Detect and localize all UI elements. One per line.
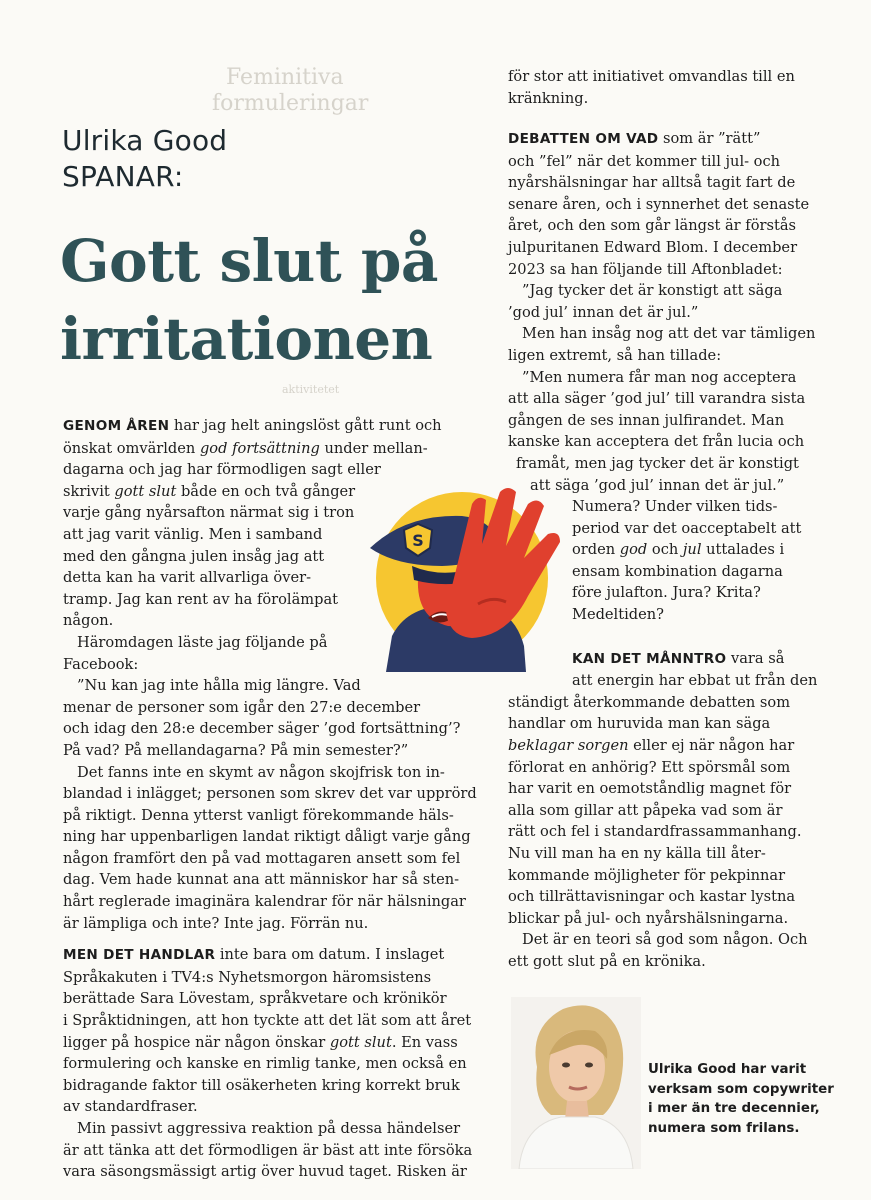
quote bbox=[63, 675, 495, 761]
text-line: Det fanns inte en skymt av någon skojfrisk ton in- bbox=[77, 763, 445, 781]
text-line bbox=[63, 438, 495, 460]
text-line: god fortsättning bbox=[199, 439, 320, 457]
text-line: under mellan- bbox=[319, 439, 428, 457]
text-line: formulering och kanske en rimlig tanke, men också en bbox=[63, 1055, 467, 1073]
text-line: Medeltiden? bbox=[572, 606, 664, 624]
headline bbox=[60, 222, 438, 378]
author-byline bbox=[62, 123, 227, 195]
text-line: 2023 sa han följande till Aftonbladet: bbox=[508, 260, 783, 278]
text-line: Min passivt aggressiva reaktion på dessa händelser bbox=[77, 1120, 461, 1137]
text-line: tramp. Jag kan rent av ha förolämpat bbox=[63, 590, 339, 608]
bleed-text: formuleringar bbox=[212, 91, 369, 116]
paragraph bbox=[508, 66, 838, 109]
text-line: Facebook: bbox=[63, 655, 139, 673]
badge-letter: S bbox=[412, 531, 424, 550]
text-line: och ”fel” när det kommer till jul- och bbox=[508, 152, 781, 170]
lead-in: KAN DET MÅNNTRO bbox=[572, 650, 727, 667]
text-line: bidragande faktor till osäkerheten kring korrekt bruk bbox=[63, 1076, 460, 1094]
paragraph bbox=[508, 648, 838, 930]
quote bbox=[508, 367, 838, 497]
text-line: ständigt återkommande debatten som bbox=[508, 693, 791, 711]
lead-in: GENOM ÅREN bbox=[63, 418, 170, 434]
text-line: senare åren, och i synnerhet det senaste bbox=[508, 195, 810, 213]
text-line: kränkning. bbox=[508, 89, 589, 107]
text-line: handlar om huruvida man kan säga bbox=[508, 715, 771, 733]
text-line: blandad i inlägget; personen som skrev det var upprörd bbox=[63, 785, 477, 803]
text-line: någon. bbox=[63, 612, 114, 630]
text-line bbox=[572, 539, 838, 561]
text-line: ligger på hospice när någon önskar bbox=[63, 1033, 326, 1051]
text-line: blickar på jul- och nyårshälsningarna. bbox=[508, 909, 789, 927]
lead-in: MEN DET HANDLAR bbox=[63, 947, 216, 964]
paragraph bbox=[508, 128, 838, 280]
paragraph bbox=[63, 944, 495, 1118]
text-line: ”Men numera får man nog acceptera bbox=[522, 368, 797, 386]
text-line: att alla säger ’god jul’ till varandra sista bbox=[508, 390, 806, 408]
right-column bbox=[508, 128, 838, 973]
text-line: och tillrättavisningar och kastar lystna bbox=[508, 888, 796, 906]
paragraph bbox=[63, 632, 495, 675]
text-line bbox=[63, 415, 495, 438]
text-line: har jag helt aningslöst gått runt och bbox=[169, 417, 442, 434]
text-line: menar de personer som igår den 27:e december bbox=[63, 698, 421, 716]
text-line: skrivit bbox=[63, 482, 110, 500]
headline-line-2: irritationen bbox=[60, 305, 433, 373]
text-line: period var det oacceptabelt att bbox=[572, 519, 802, 537]
neck bbox=[565, 1101, 589, 1119]
text-line: inte bara om datum. I inslaget bbox=[215, 946, 445, 964]
text-line: På vad? På mellandagarna? På min semester?” bbox=[63, 741, 409, 759]
text-line: någon framfört den på vad mottagaren ansett som fel bbox=[63, 849, 461, 867]
text-line: dagarna och jag har förmodligen sagt eller bbox=[63, 461, 381, 479]
text-line: beklagar sorgen bbox=[508, 737, 629, 755]
text-line: året, och den som går längst är förstås bbox=[508, 217, 797, 235]
bleed-text: Feminitiva bbox=[226, 65, 344, 90]
bleed-text: aktivitetet bbox=[282, 383, 340, 396]
text-line: ensam kombination dagarna bbox=[572, 562, 783, 580]
text-line: kanske kan acceptera det från lucia och bbox=[508, 433, 805, 451]
text-line: orden bbox=[572, 541, 616, 559]
text-line: med den gångna julen insåg jag att bbox=[63, 547, 325, 565]
text-line: har varit en oemotståndlig magnet för bbox=[508, 780, 792, 798]
column-label: SPANAR: bbox=[62, 160, 184, 193]
text-line: ”Jag tycker det är konstigt att säga bbox=[522, 282, 783, 300]
text-line: jul bbox=[682, 541, 702, 559]
text-line: är lämpliga och inte? Inte jag. Förrän nu. bbox=[63, 914, 369, 932]
text-line bbox=[63, 944, 495, 967]
text-line: på riktigt. Denna ytterst vanligt förekommande häls- bbox=[63, 806, 454, 824]
author-bio: Ulrika Good har varit verksam som copywriter i mer än tre decennier, numera som frilans. bbox=[648, 1062, 834, 1136]
text-line: Häromdagen läste jag följande på bbox=[77, 633, 328, 651]
text-line: hårt reglerade imaginära kalendrar för när hälsningar bbox=[63, 893, 466, 911]
text-line: alla som gillar att påpeka vad som är bbox=[508, 801, 783, 819]
text-line: ligen extremt, så han tillade: bbox=[508, 346, 722, 364]
text-line: Nu vill man ha en ny källa till åter- bbox=[508, 845, 766, 862]
text-line: i Språktidningen, att hon tyckte att det lät som att året bbox=[63, 1012, 472, 1030]
text-line: är att tänka att det förmodligen är bäst att inte försöka bbox=[63, 1141, 473, 1159]
text-line: julpuritanen Edward Blom. I december bbox=[508, 238, 798, 256]
eye bbox=[562, 1063, 570, 1068]
text-line: och idag den 28:e december säger ’god fortsättning’? bbox=[63, 720, 461, 738]
text-line: för stor att initiativet omvandlas till en bbox=[508, 68, 795, 85]
text-line: och bbox=[647, 541, 683, 559]
text-line: önskat omvärlden bbox=[63, 439, 196, 457]
text-line: detta kan ha varit allvarliga över- bbox=[63, 569, 312, 587]
text-line: att jag varit vänlig. Men i samband bbox=[63, 525, 323, 543]
text-line: Numera? Under vilken tids- bbox=[572, 498, 778, 516]
text-line: av standardfraser. bbox=[63, 1098, 198, 1116]
text-line: ”Nu kan jag inte hålla mig längre. Vad bbox=[77, 677, 361, 695]
text-line: Språkakuten i TV4:s Nyhetsmorgon häromsistens bbox=[63, 968, 432, 986]
text-line: ning har uppenbarligen landat riktigt dåligt varje gång bbox=[63, 828, 471, 846]
text-line: god bbox=[619, 541, 648, 559]
paragraph bbox=[508, 496, 838, 626]
text-line: gott slut bbox=[329, 1033, 392, 1051]
text-line bbox=[63, 1032, 495, 1054]
paragraph bbox=[508, 323, 838, 366]
text-line: dag. Vem hade kunnat ana att människor har så sten- bbox=[63, 871, 460, 889]
text-line: både en och två gånger bbox=[176, 482, 356, 500]
text-line: rätt och fel i standardfrassammanhang. bbox=[508, 823, 802, 841]
text-line: Det är en teori så god som någon. Och bbox=[522, 931, 808, 949]
text-line bbox=[63, 481, 495, 503]
text-line: eller ej när någon har bbox=[628, 737, 795, 755]
paragraph bbox=[63, 1118, 495, 1183]
right-column-continuation bbox=[508, 66, 838, 109]
text-line: ’god jul’ innan det är jul.” bbox=[508, 303, 699, 321]
text-line: som är ”rätt” bbox=[658, 130, 761, 147]
text-line: att säga ’god jul’ innan det är jul.” bbox=[530, 476, 785, 494]
text-line: Men han insåg nog att det var tämligen bbox=[522, 325, 816, 343]
lead-in: DEBATTEN OM VAD bbox=[508, 131, 659, 147]
author-photo bbox=[511, 997, 641, 1169]
text-line: berättade Sara Lövestam, språkvetare och krönikör bbox=[63, 990, 447, 1008]
text-line bbox=[508, 128, 838, 151]
text-line bbox=[508, 735, 838, 757]
text-line: uttalades i bbox=[701, 541, 785, 559]
text-line bbox=[508, 648, 838, 671]
paragraph bbox=[63, 415, 495, 632]
text-line: . En vass bbox=[391, 1033, 458, 1051]
paragraph bbox=[508, 929, 838, 972]
author-name: Ulrika Good bbox=[62, 124, 228, 157]
text-line: framåt, men jag tycker det är konstigt bbox=[516, 454, 799, 472]
left-column bbox=[63, 415, 495, 1183]
text-line: vara så bbox=[726, 649, 785, 667]
text-line: ett gott slut på en krönika. bbox=[508, 952, 706, 970]
text-line: nyårshälsningar har alltså tagit fart de bbox=[508, 174, 796, 192]
text-line: före julafton. Jura? Krita? bbox=[572, 584, 761, 602]
text-line: gången de ses innan julfirandet. Man bbox=[508, 411, 785, 429]
text-line: kommande möjligheter för pekpinnar bbox=[508, 866, 786, 884]
text-line: förlorat en anhörig? Ett spörsmål som bbox=[508, 758, 791, 776]
text-line: vara säsongsmässigt artig över huvud taget. Risken är bbox=[63, 1163, 467, 1181]
quote bbox=[508, 280, 838, 323]
eye bbox=[585, 1063, 593, 1068]
headline-line-1: Gott slut på bbox=[60, 227, 438, 295]
text-line: gott slut bbox=[114, 482, 177, 500]
text-line: varje gång nyårsafton närmat sig i tron bbox=[63, 504, 355, 522]
paragraph bbox=[63, 762, 495, 935]
text-line: att energin har ebbat ut från den bbox=[572, 672, 818, 690]
